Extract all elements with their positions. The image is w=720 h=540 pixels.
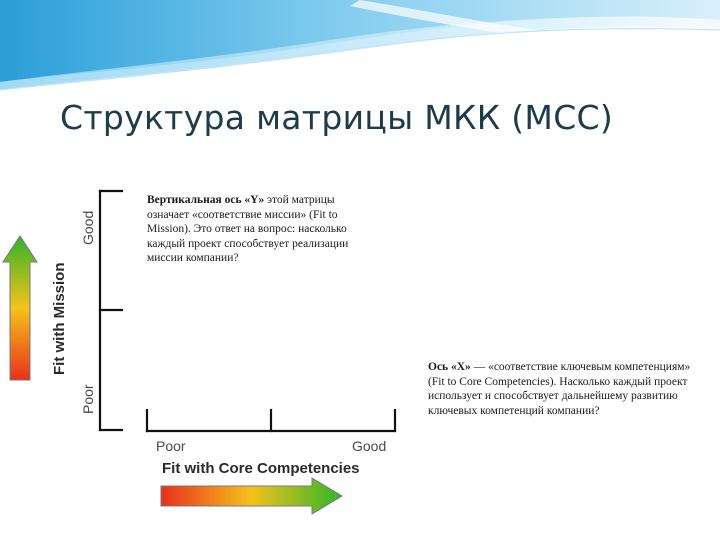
vertical-axis-description [147, 193, 362, 266]
y-axis-title: Fit with Mission [51, 262, 68, 375]
slide-title: Структура матрицы МКК (MCC) [60, 98, 614, 137]
vertical-axis-description-bold: Вертикальная ось «Y» [147, 194, 265, 206]
header-decoration [0, 0, 720, 95]
horizontal-axis-description-text: — «соответствие ключевым компетенциям» (Fit to Core Competencies). Насколько каждый проект использует и способствует дальнейшему развитию ключевых компетенций компании? [428, 361, 691, 417]
vertical-axis-description-text: этой матрицы означает «соответствие миссии» (Fit to Mission). Это ответ на вопрос: насколько каждый проект способствует реализации миссии компании? [147, 194, 349, 265]
y-axis-high-label: Good [80, 210, 96, 245]
x-axis-high-label: Good [352, 438, 387, 454]
horizontal-axis-description-bold: Ось «X» [428, 361, 471, 373]
horizontal-axis-description [428, 360, 698, 418]
y-axis-low-label: Poor [80, 384, 96, 414]
x-axis-low-label: Poor [156, 438, 186, 454]
x-axis-title: Fit with Core Competencies [162, 460, 360, 477]
